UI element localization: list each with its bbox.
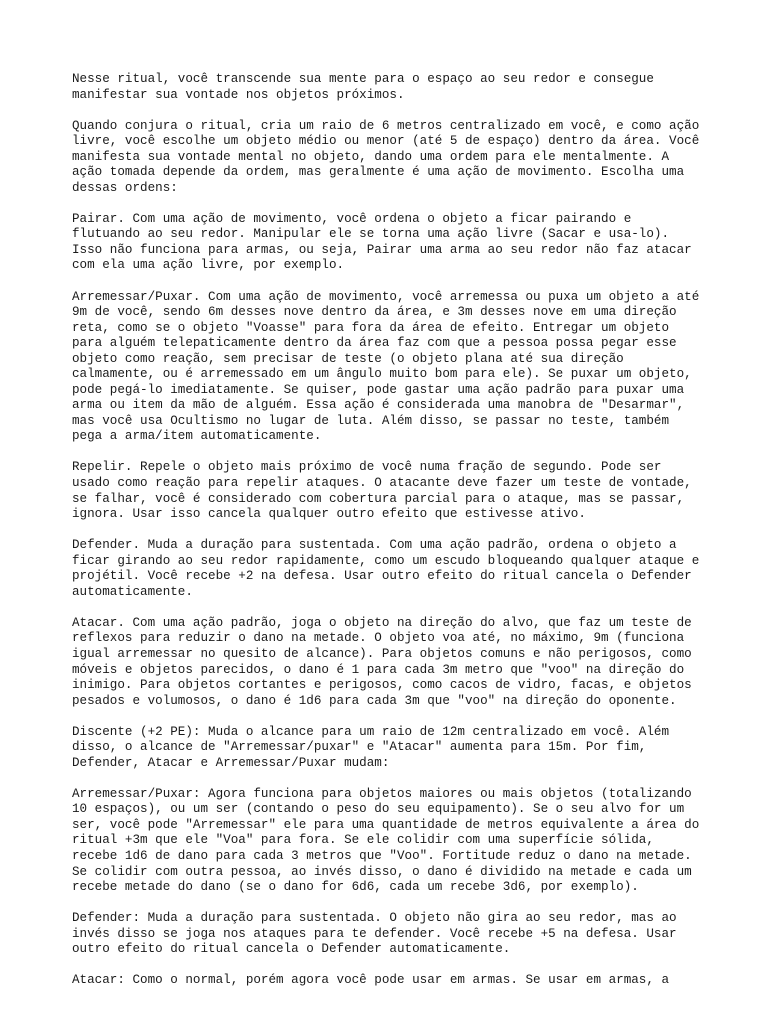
paragraph-atacar: Atacar. Com uma ação padrão, joga o objeto na direção do alvo, que faz um teste de reflexos para reduzir o dano na metade. O objeto voa até, no máximo, 9m (funciona igual arremessar no quesito de alcance). Para objetos comuns e não perigosos, como móveis e objetos parecidos, o dano é 1 para cada 3m metro que "voo" na direção do inimigo. Para objetos cortantes e perigosos, como cacos de vidro, facas, e objetos pesados e volumosos, o dano é 1d6 para cada 3m que "voo" na direção do oponente. [72, 615, 692, 708]
paragraph-discente-atacar: Atacar: Como o normal, porém agora você pode usar em armas. Se usar em armas, a [72, 973, 670, 988]
paragraph-arremessar-puxar: Arremessar/Puxar. Com uma ação de movimento, você arremessa ou puxa um objeto a até 9m de você, sendo 6m desses nove dentro da área, e 3m desses nove em uma direção reta, como se o objeto "Voasse" para fora da área de efeito. Entregar um objeto para alguém telepaticamente dentro da área faz com que a pessoa possa pegar esse objeto como reação, sem precisar de teste (o objeto plana até sua direção calmamente, ou é arremessado em um ângulo muito bom para ele). Se puxar um objeto, pode pegá-lo imediatamente. Se quiser, pode gastar uma ação padrão para puxar uma arma ou item da mão de alguém. Essa ação é considerada uma manobra de "Desarmar", mas você usa Ocultismo no lugar de luta. Além disso, se passar no teste, também pega a arma/item automaticamente. [72, 289, 700, 444]
paragraph-repelir: Repelir. Repele o objeto mais próximo de você numa fração de segundo. Pode ser usado como reação para repelir ataques. O atacante deve fazer um teste de vontade, se falhar, você é considerado com cobertura parcial para o ataque, mas se passar, ignora. Usar isso cancela qualquer outro efeito que estivesse ativo. [72, 460, 692, 522]
document-body [72, 72, 712, 1004]
paragraph-discente: Discente (+2 PE): Muda o alcance para um raio de 12m centralizado em você. Além disso, o alcance de "Arremessar/puxar" e "Atacar" aumenta para 15m. Por fim, Defender, Atacar e Arremessar/Puxar mudam: [72, 724, 670, 770]
paragraph-pairar: Pairar. Com uma ação de movimento, você ordena o objeto a ficar pairando e flutuando ao seu redor. Manipular ele se torna uma ação livre (Sacar e usa-lo). Isso não funciona para armas, ou seja, Pairar uma arma ao seu redor não faz atacar com ela uma ação livre, por exemplo. [72, 211, 692, 273]
paragraph-intro: Nesse ritual, você transcende sua mente para o espaço ao seu redor e consegue manifestar sua vontade nos objetos próximos. [72, 72, 654, 102]
paragraph-discente-arremessar-puxar: Arremessar/Puxar: Agora funciona para objetos maiores ou mais objetos (totalizando 10 espaços), ou um ser (contando o peso do seu equipamento). Se o seu alvo for um ser, você pode "Arremessar" ele para uma quantidade de metros equivalente a área do ritual +3m que ele "Voa" para fora. Se ele colidir com uma superfície sólida, recebe 1d6 de dano para cada 3 metros que "Voo". Fortitude reduz o dano na metade. Se colidir com outra pessoa, ao invés disso, o dano é dividido na metade e cada um recebe metade do dano (se o dano for 6d6, cada um recebe 3d6, por exemplo). [72, 786, 700, 895]
paragraph-discente-defender: Defender: Muda a duração para sustentada. O objeto não gira ao seu redor, mas ao invés disso se joga nos ataques para te defender. Você recebe +5 na defesa. Usar outro efeito do ritual cancela o Defender automaticamente. [72, 911, 677, 957]
paragraph-defender: Defender. Muda a duração para sustentada. Com uma ação padrão, ordena o objeto a ficar girando ao seu redor rapidamente, como um escudo bloqueando qualquer ataque e projétil. Você recebe +2 na defesa. Usar outro efeito do ritual cancela o Defender automaticamente. [72, 538, 700, 599]
paragraph-conjuring: Quando conjura o ritual, cria um raio de 6 metros centralizado em você, e como ação livre, você escolhe um objeto médio ou menor (até 5 de espaço) dentro da área. Você manifesta sua vontade mental no objeto, dando uma ordem para ele mentalmente. A ação tomada depende da ordem, mas geralmente é uma ação de movimento. Escolha uma dessas ordens: [72, 118, 700, 195]
